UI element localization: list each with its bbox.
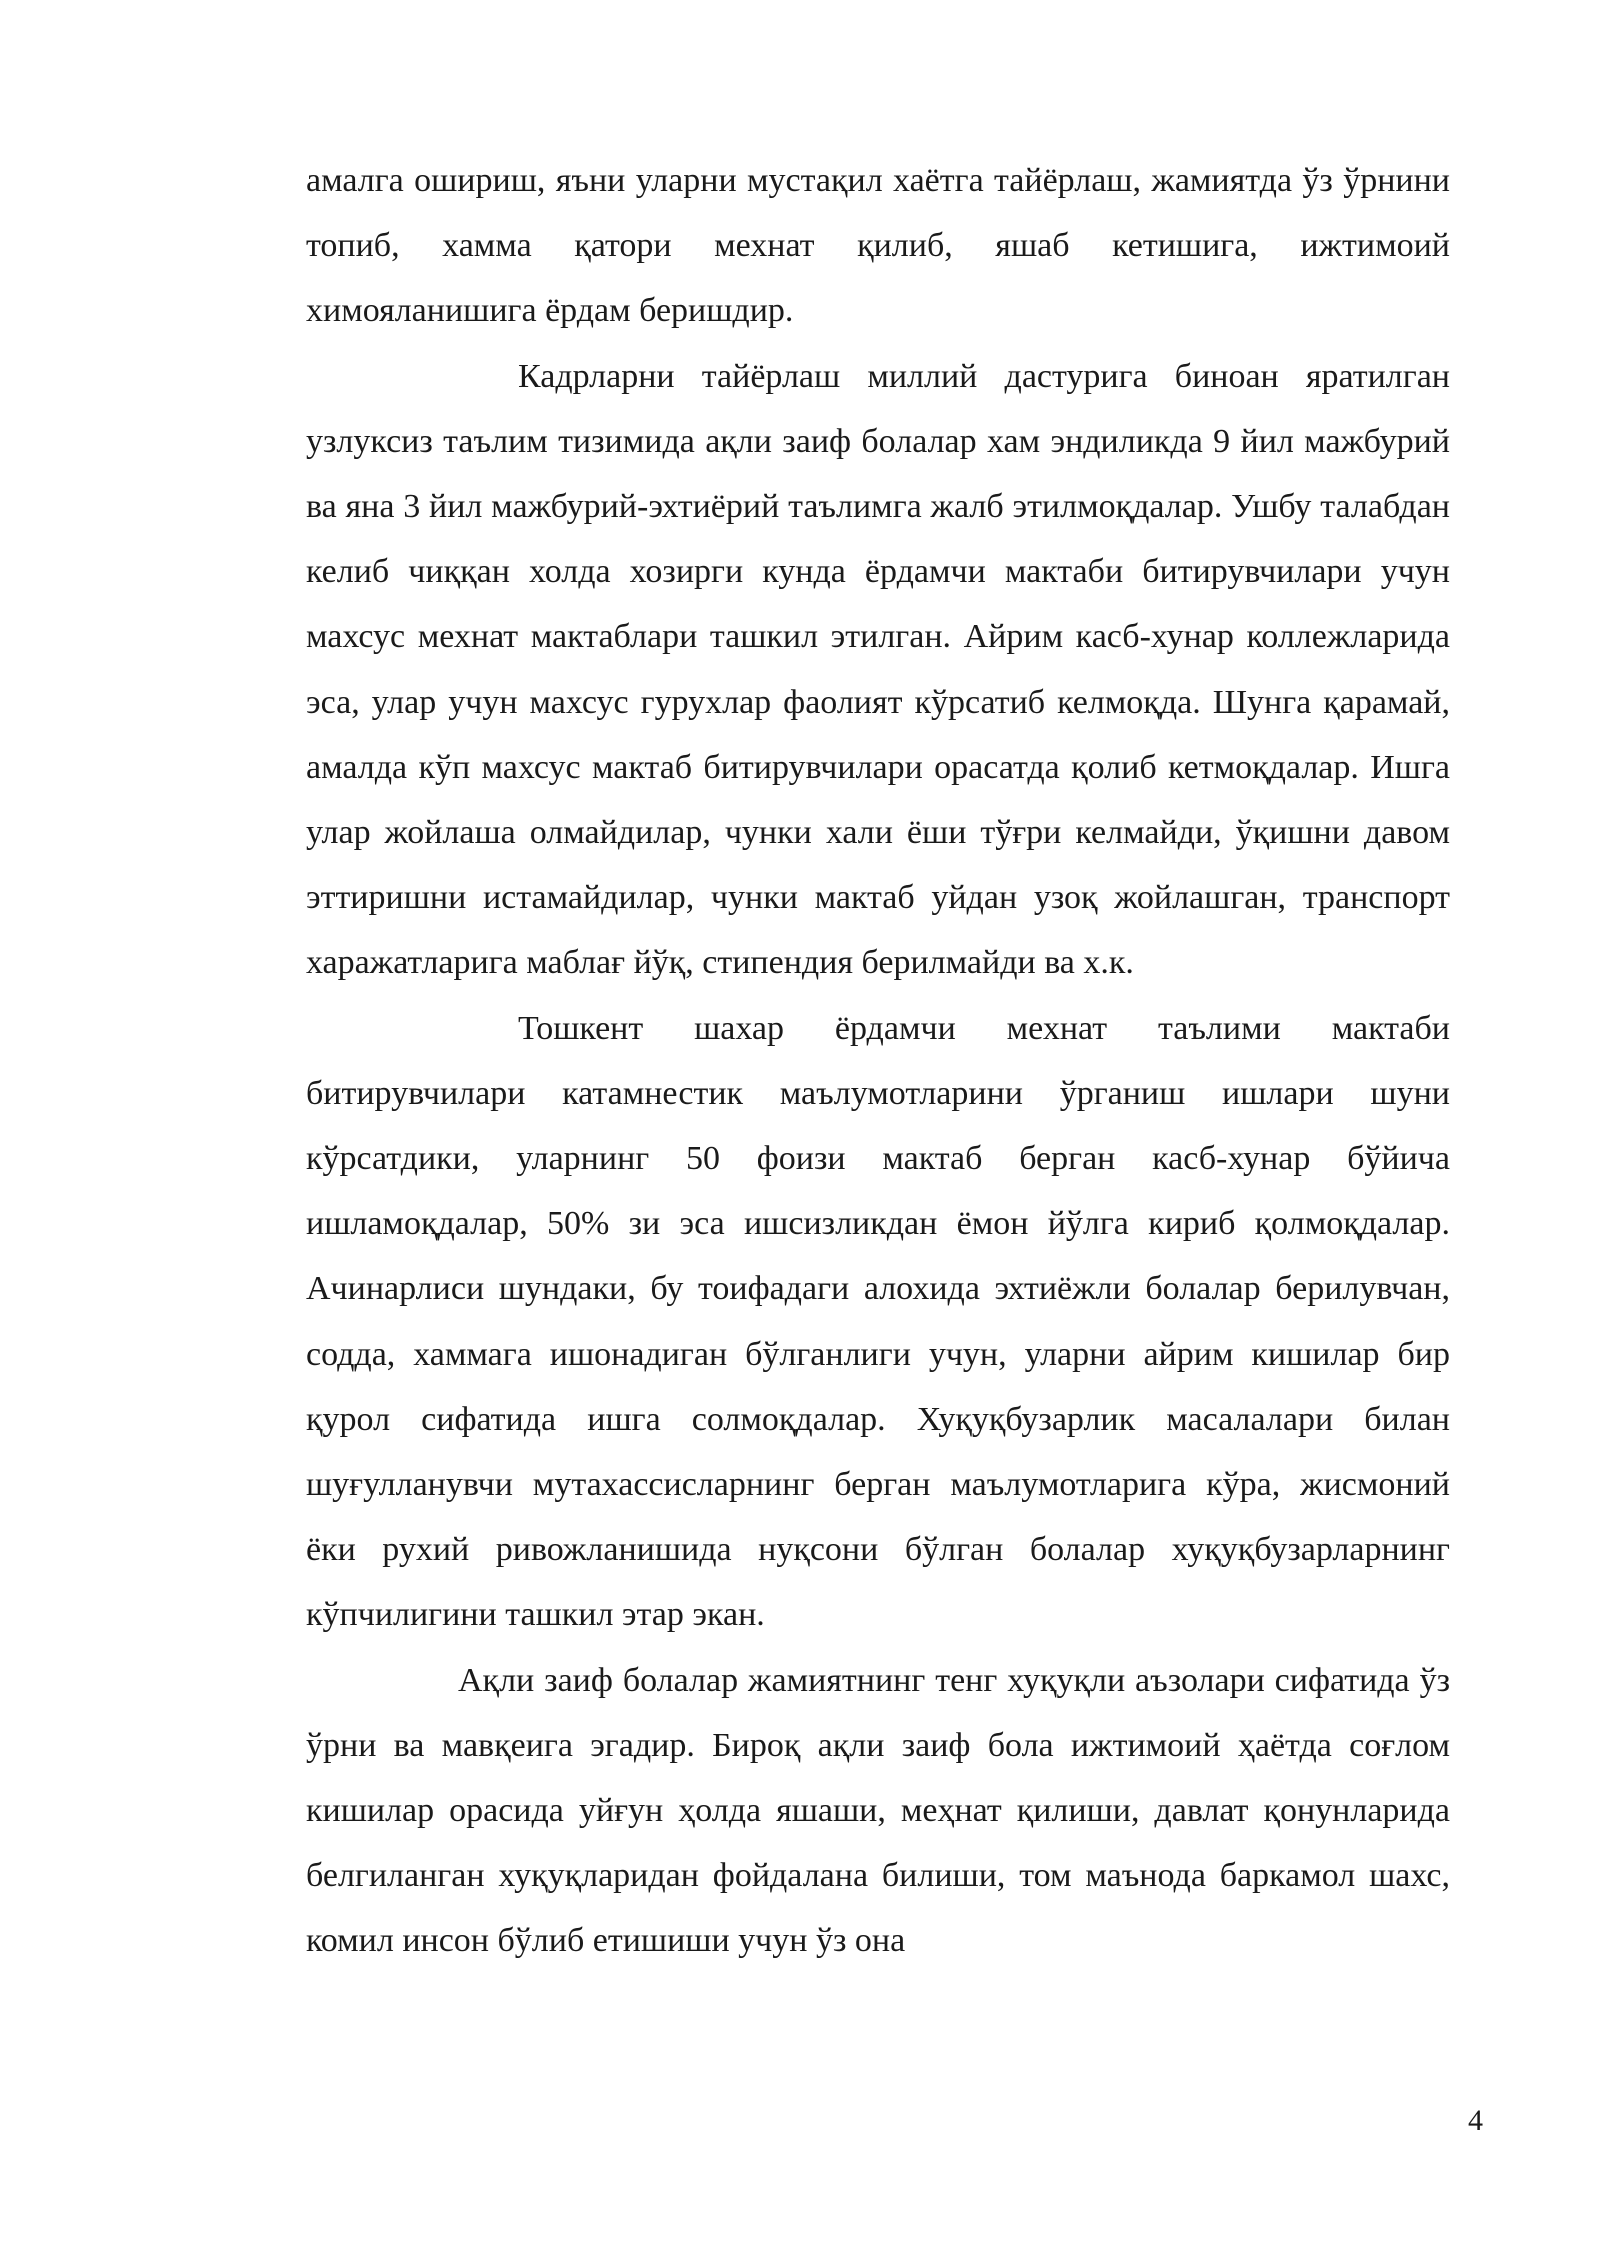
- page-number: 4: [1468, 2104, 1483, 2137]
- paragraph-2: Кадрларни тайёрлаш миллий дастурига биноан яратилган узлуксиз таълим тизимида ақли заиф болалар хам эндиликда 9 йил мажбурий ва яна 3 йил мажбурий-эхтиёрий таълимга жалб этилмоқдалар. Ушбу талабдан келиб чиққан холда хозирги кунда ёрдамчи мактаби битирувчилари учун махсус мехнат мактаблари ташкил этилган. Айрим касб-хунар коллежларида эса, улар учун махсус гурухлар фаолият кўрсатиб келмоқда. Шунга қарамай, амалда кўп махсус мактаб битирувчилари орасатда қолиб кетмоқдалар. Ишга улар жойлаша олмайдилар, чунки хали ёши тўғри келмайди, ўқишни давом эттиришни истамайдилар, чунки мактаб уйдан узоқ жойлашган, транспорт харажатларига маблағ йўқ, стипендия берилмайди ва х.к.: [306, 357, 1450, 982]
- body-text: [306, 148, 1450, 1974]
- paragraph-3: Тошкент шахар ёрдамчи мехнат таълими мактаби битирувчилари катамнестик маълумотларини ўрганиш ишлари шуни кўрсатдики, уларнинг 50 фоизи мактаб берган касб-хунар бўйича ишламоқдалар, 50% зи эса ишсизликдан ёмон йўлга кириб қолмоқдалар. Ачинарлиси шундаки, бу тоифадаги алохида эхтиёжли болалар берилувчан, содда, хаммага ишонадиган бўлганлиги учун, уларни айрим кишилар бир қурол сифатида ишга солмоқдалар. Хуқуқбузарлик масалалари билан шуғулланувчи мутахассисларнинг берган маълумотларига кўра, жисмоний ёки рухий ривожланишида нуқсони бўлган болалар хуқуқбузарларнинг кўпчилигини ташкил этар экан.: [306, 1009, 1450, 1634]
- paragraph-1: амалга ошириш, яъни уларни мустақил хаётга тайёрлаш, жамиятда ўз ўрнини топиб, хамма қатори мехнат қилиб, яшаб кетишига, ижтимоий химояланишига ёрдам беришдир.: [306, 162, 1450, 330]
- paragraph-4: Ақли заиф болалар жамиятнинг тенг хуқуқли аъзолари сифатида ўз ўрни ва мавқеига эгадир. Бироқ ақли заиф бола ижтимоий ҳаётда соғлом кишилар орасида уйғун ҳолда яшаши, меҳнат қилиши, давлат қонунларида белгиланган хуқуқларидан фойдалана билиши, том маънода баркамол шахс, комил инсон бўлиб етишиши учун ўз она: [306, 1661, 1450, 1960]
